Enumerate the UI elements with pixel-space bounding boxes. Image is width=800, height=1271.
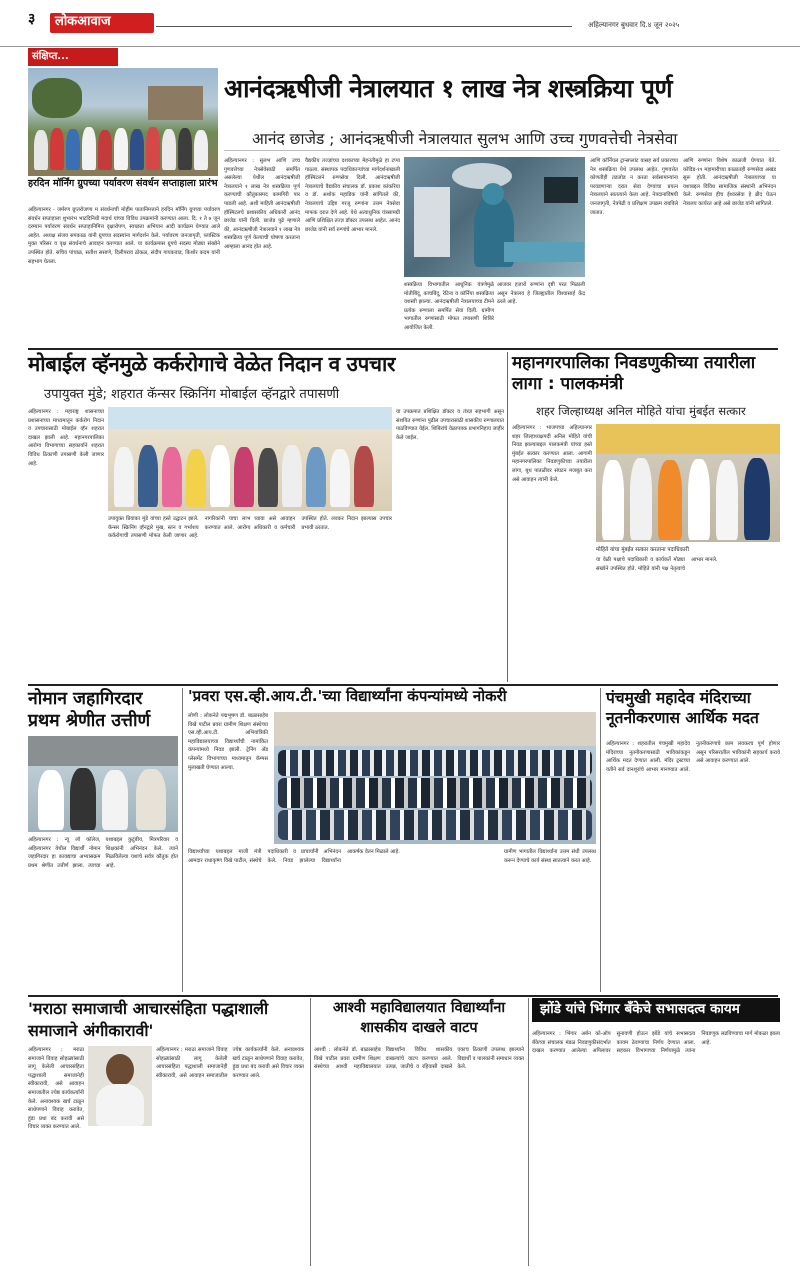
photo-structure bbox=[148, 86, 203, 120]
section-rule-1 bbox=[28, 348, 778, 350]
photo-backdrop bbox=[596, 424, 780, 454]
noman-photo bbox=[28, 736, 178, 832]
van-headline: मोबाईल व्हॅनमुळे कर्करोगाचे वेळेत निदान व उपचार bbox=[28, 352, 396, 376]
photo-person bbox=[210, 445, 230, 507]
section-rule-3 bbox=[28, 995, 778, 997]
lead-col-5: आणि रुग्णांना विशेष काळजी घेण्यात येते. कोविड-१९ महामारीच्या काळातही रुग्णसेवा अखंड सुरू होती. आनंदऋषीजी नेत्रालयाच्या या यशाबद्दल विविध सामाजिक संस्थांनी अभिनंदन केले. रुग्णसेवा हीच ईश्वरसेवा हे ब्रीद घेऊन नेत्रालय कार्यरत आहे असे छाजेड यांनी सांगितले. bbox=[683, 158, 776, 207]
masthead bbox=[0, 0, 800, 46]
maratha-body: अहिल्यानगर : मराठा समाजाने विवाह सोहळ्यांसाठी लागू केलेली आचारसंहिता पद्धाशाली समाजानेही स्वीकारावी, असे आवाहन समाजातील ज्येष्ठ कार्यकर्त्यांनी केले. अनावश्यक खर्च टाळून साधेपणाने विवाह करावेत, हुंडा प्रथा बंद करावी असे विचार व्यक्त करण्यात आले. bbox=[28, 1047, 84, 1131]
photo-person bbox=[82, 127, 96, 170]
photo-shelf bbox=[28, 736, 178, 766]
photo-person bbox=[136, 769, 166, 830]
lead-col-2: वैद्यकीय तज्ज्ञांच्या दशकाच्या मेहनतीमुळे हा टप्पा गाठला. संस्थापक पदाधिकाऱ्यांच्या मार्गदर्शनाखाली हॉस्पिटलने रुग्णसेवा दिली. आनंदऋषीजी नेत्रालयाचे वैद्यकीय संचालक डॉ. प्रकाश कांकरिया व डॉ. अशोक महाडिक यांनी सांगितले की, नेत्रालयाचे उद्दिष्ट गरजू रुग्णांना उत्तम नेत्रसेवा माफक दरात देणे आहे. येथे अत्याधुनिक यंत्रसामग्री आणि प्रशिक्षित तज्ज्ञ डॉक्टर उपलब्ध आहेत. आनंद छाजेड यांनी सर्व रुग्णांचे आभार मानले. bbox=[305, 158, 400, 233]
photo-crowd-row bbox=[278, 810, 592, 840]
ashvi-body: आश्वी : लोकनेते डॉ. बाळासाहेब विखे पाटील प्रवरा ग्रामीण शिक्षण संस्थेच्या आश्वी महाविद्यालयात विद्यार्थ्यांना विविध शासकीय दाखल्यांचे वाटप करण्यात आले. उत्पन्न, जातीचे व रहिवासी दाखले एकाच ठिकाणी उपलब्ध झाल्याने विद्यार्थी व पालकांनी समाधान व्यक्त केले. bbox=[314, 1047, 524, 1071]
pravara-body-mid: विद्यार्थ्यांच्या यशाबद्दल माजी मंत्री आमदार राधाकृष्ण विखे पाटील, संस्थेचे पदाधिकारी व प्राचार्यांनी अभिनंदन केले. निवड झालेल्या विद्यार्थ्यांना आकर्षक वेतन मिळाले आहे. bbox=[188, 849, 400, 864]
temple-divider bbox=[600, 688, 601, 992]
briefs-body: अहिल्यानगर - जर्मरण ग्रुप्तरोजण्य म संवर्धनाची मोहीम पातानिमत्ताने हरदिन मॉर्निंग ग्रुपच्या पर्यावरण संवर्धन सप्ताहाला शुभारंभ भाटदिनिधी मदार्थ यांच्या विविध उपक्रमांनी करण्यात आला. दि. १ ते ७ जून दरम्यान पर्यावरण संवर्धन सप्ताहानिमित्त वृक्षारोपण, स्वच्छता अभियान आदी कार्यक्रम घेण्यात आले आहेत. अध्यक्ष संजय सपकाळ यांनी ग्रुपच्या सदस्यांना मार्गदर्शन केले. पर्यावरण जनजागृती, प्लास्टिक मुक्त परिसर व वृक्ष संवर्धनाचे आवाहन करण्यात आले. या कार्यक्रमास ग्रुपचे सदस्य मोठ्या संख्येने उपस्थित होते. सचिव पांचाळ, सतीश ससाणे, दिलीपराव ठोकळ, संदीप गायकवाड, किशोर कदम यांनी सहभाग घेतला. bbox=[28, 207, 220, 265]
photo-person bbox=[354, 446, 374, 507]
photo-person bbox=[102, 770, 128, 830]
mnc-divider bbox=[507, 352, 508, 682]
photo-person bbox=[744, 458, 770, 540]
surgery-microscope bbox=[414, 187, 450, 257]
portrait-body bbox=[96, 1084, 144, 1126]
surgeon-head bbox=[482, 183, 504, 205]
van-deck: उपायुक्त मुंडे; शहरात कॅन्सर स्क्रिनिंग मोबाईल व्हॅनद्वारे तपासणी bbox=[44, 387, 340, 402]
maratha-headline: 'मराठा समाजाची आचारसंहिता पद्धाशाली समाजाने अंगीकारावी' bbox=[28, 999, 269, 1040]
masthead-bottom-rule bbox=[0, 46, 800, 47]
van-body-mid: उपायुक्त प्रियांका मुंडे यांच्या हस्ते उद्घाटन झाले. कॅन्सर स्क्रिनिंग व्हॅनद्वारे मुख, स्तन व गर्भाशय कर्करोगाची तपासणी मोफत केली जाणार आहे. नागरिकांनी याचा लाभ घ्यावा असे आवाहन करण्यात आले. आरोग्य अधिकारी व कर्मचारी उपस्थित होते. लवकर निदान झाल्यास उपचार प्रभावी ठरतात. bbox=[108, 516, 392, 540]
lead-deck: आनंद छाजेड ; आनंदऋषीजी नेत्रालयात सुलभ आणि उच्च गुणवत्तेची नेत्रसेवा bbox=[252, 130, 678, 148]
photo-person bbox=[114, 128, 128, 170]
photo-crowd-row bbox=[278, 778, 592, 808]
temple-headline: पंचमुखी महादेव मंदिराच्या नूतनीकरणास आर्थिक मदत bbox=[606, 689, 759, 727]
zhonde-body: अहिल्यानगर : भिंगार अर्बन को-ऑप बँकेच्या संचालक मंडळ निवडणुकीसंदर्भात दाखल करण्यात आलेल्या अपिलावर सुनावणी होऊन झोंडे यांचे सभासदत्व कायम ठेवण्याचा निर्णय देण्यात आला. सहकार विभागाच्या निर्णयामुळे त्यांना निवडणूक लढविण्याचा मार्ग मोकळा झाला आहे. bbox=[532, 1031, 780, 1055]
photo-person bbox=[114, 447, 134, 507]
page-number: ३ bbox=[28, 11, 36, 27]
pravara-headline: 'प्रवरा एस.व्ही.आय.टी.'च्या विद्यार्थ्यांना कंपन्यांमध्ये नोकरी bbox=[188, 687, 507, 705]
mnc-headline: महानगरपालिका निवडणुकीच्या तयारीला लागा : पालकमंत्री bbox=[512, 353, 756, 394]
lead-deck-rule bbox=[224, 150, 780, 151]
photo-crowd-row bbox=[278, 750, 592, 776]
photo-person bbox=[716, 460, 738, 540]
ashvi-divider bbox=[310, 998, 311, 1266]
photo-person bbox=[186, 449, 206, 507]
photo-person bbox=[282, 445, 302, 507]
photo-person bbox=[38, 770, 64, 830]
section-rule-2 bbox=[28, 684, 778, 686]
mnc-deck: शहर जिल्हाध्यक्ष अनिल मोहिते यांचा मुंबईत सत्कार bbox=[536, 404, 746, 418]
lead-col-3a: शस्त्रक्रिया विभागातील आधुनिक यंत्रणेमुळे मोतीबिंदू, काचबिंदू, रेटिना व कॉर्निया शस्त्रक्रिया यशस्वी झाल्या. आनंदऋषीजी नेत्रालयाच्या टीमने प्रत्येक रुग्णाला समर्पित सेवा दिली. ग्रामीण भागातील रुग्णांसाठी मोफत तपासणी शिबिरे आयोजित केली. bbox=[404, 282, 494, 331]
photo-person bbox=[194, 130, 208, 170]
dateline: अहिल्यानगर बुधवार दि.४ जून २०२५ bbox=[588, 21, 680, 29]
briefs-group-photo bbox=[28, 68, 218, 176]
briefs-label: संक्षिप्त... bbox=[32, 51, 69, 62]
pravara-body-left: लोणी : लोकनेते पद्मभूषण डॉ. बाळासाहेब विखे पाटील प्रवरा ग्रामीण शिक्षण संस्थेच्या एस.व्ही.आय.टी. अभियांत्रिकी महाविद्यालयाच्या विद्यार्थ्यांची नामांकित कंपन्यांमध्ये निवड झाली. ट्रेनिंग अँड प्लेसमेंट विभागाच्या माध्यमातून कॅम्पस मुलाखती घेण्यात आल्या. bbox=[188, 713, 268, 771]
briefs-label-bar bbox=[28, 48, 118, 66]
mnc-photo-caption: मोहिते यांचा मुंबईत सत्कार करताना पदाधिकारी bbox=[596, 547, 689, 553]
monitor bbox=[544, 177, 578, 203]
surgery-photo bbox=[404, 157, 585, 277]
brand-name: लोकआवाज bbox=[55, 14, 111, 29]
zhonde-headline: झोंडे यांचे भिंगार बँकेचे सभासदत्व कायम bbox=[540, 1001, 740, 1017]
photo-person bbox=[330, 449, 350, 507]
maratha-body-cont: अहिल्यानगर : मराठा समाजाने विवाह सोहळ्यांसाठी लागू केलेली आचारसंहिता पद्धाशाली समाजानेही स्वीकारावी, असे आवाहन समाजातील ज्येष्ठ कार्यकर्त्यांनी केले. अनावश्यक खर्च टाळून साधेपणाने विवाह करावेत, हुंडा प्रथा बंद करावी असे विचार व्यक्त करण्यात आले. bbox=[156, 1047, 304, 1079]
mnc-felicitation-photo bbox=[596, 424, 780, 542]
surgery-lamp bbox=[452, 163, 512, 189]
noman-body: अहिल्यानगर : न्यू लॉ कॉलेज, अहिल्यानगर येथील विद्यार्थी नोमान जहागिरदार हा कायद्याचा अभ्यासक्रम प्रथम श्रेणीत उत्तीर्ण झाला. त्याच्या यशाबद्दल कुटुंबीय, मित्रपरिवार व शिक्षकांनी अभिनंदन केले. त्याने मिळविलेल्या यशाचे सर्वत्र कौतुक होत आहे. bbox=[28, 837, 178, 869]
photo-person bbox=[138, 445, 158, 507]
zhonde-headline-bar bbox=[532, 998, 780, 1022]
photo-person bbox=[234, 447, 254, 507]
maratha-portrait bbox=[88, 1046, 152, 1126]
ashvi-headline: आश्वी महाविद्यालयात विद्यार्थ्यांना शासकीय दाखले वाटप bbox=[332, 1000, 506, 1036]
photo-person bbox=[162, 129, 176, 170]
van-body-left: अहिल्यानगर : महाराष्ट्र शासनाच्या प्रशासनाच्या माध्यमातून कर्करोग निदान व उपचारासाठी मोबाईल व्हॅन शहरात दाखल झाली आहे. महानगरपालिका आरोग्य विभागाच्या सहकार्याने शहरात विविध ठिकाणी तपासणी केली जाणार आहे. bbox=[28, 409, 104, 467]
briefs-headline: हरदिन मॉर्निंग ग्रुपच्या पर्यावरण संवर्धन सप्ताहाला प्रारंभ bbox=[28, 178, 218, 189]
photo-building bbox=[274, 712, 596, 746]
lead-col-3b: आजवर हजारो रुग्णांना दृष्टी परत मिळाली असून नेत्रालय हे जिल्ह्यातील विश्वासार्ह केंद्र ठरले आहे. bbox=[497, 282, 585, 306]
pravara-group-photo bbox=[274, 712, 596, 844]
lead-col-1: अहिल्यानगर : सुलभ आणि उच्च गुणवत्तेच्या नेत्रसेवेसाठी समर्पित असलेल्या येथील आनंदऋषीजी नेत्रालयाने १ लाख नेत्र शस्त्रक्रिया पूर्ण करण्याची कौतुकास्पद कामगिरी पार पाडली आहे. अशी माहिती आनंदऋषीजी हॉस्पिटलचे प्रशासकीय अधिकारी आनंद छाजेड यांनी दिली. छाजेड पुढे म्हणाले की, आनंदऋषीजी नेत्रालयाने १ लाख नेत्र शस्त्रक्रिया पूर्ण केल्याची घोषणा करताना आम्हाला आनंद होत आहे. bbox=[224, 158, 300, 250]
photo-person bbox=[630, 458, 652, 540]
photo-tree bbox=[32, 78, 82, 118]
photo-person bbox=[162, 447, 182, 507]
photo-person bbox=[306, 447, 326, 507]
portrait-head bbox=[106, 1054, 134, 1086]
temple-body: अहिल्यानगर : शहरातील पंचमुखी महादेव मंदिराच्या नूतनीकरणासाठी भाविकांकडून आर्थिक मदत देण्यात आली. मंदिर ट्रस्टच्या वतीने सर्व दानशूरांचे आभार मानण्यात आले. नूतनीकरणाचे काम लवकरच पूर्ण होणार असून परिसरातील भाविकांनी सहकार्य करावे असे आवाहन करण्यात आले. bbox=[606, 741, 780, 773]
photo-person bbox=[34, 130, 48, 170]
pravara-divider-left bbox=[182, 688, 183, 992]
photo-person bbox=[658, 460, 682, 540]
van-event-photo bbox=[108, 407, 392, 511]
briefs-box bbox=[28, 48, 220, 348]
noman-headline: नोमान जहागिरदार प्रथम श्रेणीत उत्तीर्ण bbox=[28, 689, 151, 731]
brand-logo bbox=[50, 13, 154, 33]
mnc-body-bottom: या वेळी पक्षाचे पदाधिकारी व कार्यकर्ते मोठ्या संख्येने उपस्थित होते. मोहिते यांनी पक्ष नेतृत्वाचे आभार मानले. bbox=[596, 557, 718, 572]
photo-person bbox=[130, 129, 144, 170]
pravara-body-right: ग्रामीण भागातील विद्यार्थ्यांना उत्तम संधी उपलब्ध करून देण्याचे कार्य संस्था सातत्याने करत आहे. bbox=[504, 849, 596, 864]
photo-person bbox=[688, 459, 710, 540]
photo-person bbox=[602, 460, 624, 540]
photo-person bbox=[258, 448, 278, 507]
patient-bed bbox=[504, 242, 584, 262]
lead-headline: आनंदऋषीजी नेत्रालयात १ लाख नेत्र शस्त्रक्रिया पूर्ण bbox=[224, 74, 673, 103]
zhonde-divider bbox=[528, 998, 529, 1266]
photo-person bbox=[178, 128, 192, 170]
photo-person bbox=[146, 127, 160, 170]
photo-person bbox=[66, 129, 80, 170]
photo-banner bbox=[108, 407, 392, 429]
van-body-right: या उपक्रमात प्रशिक्षित डॉक्टर व तंत्रज्ञ सहभागी असून संशयित रुग्णांना पुढील उपचारासाठी शासकीय रुग्णालयात पाठविण्यात येईल. शिबिरांचे वेळापत्रक प्रभागनिहाय जाहीर केले जाईल. bbox=[396, 409, 504, 441]
photo-person bbox=[50, 128, 64, 170]
lead-col-4: आणि कॉर्नियल ट्रान्सप्लांट यासह सर्व प्रकारच्या नेत्र शस्त्रक्रिया येथे उपलब्ध आहेत. गुणवत्तेत कोणतीही तडजोड न करता सर्वसामान्यांना परवडणाऱ्या दरात सेवा देण्याचा प्रयत्न नेत्रालयाने सातत्याने केला आहे. नेत्रदानाविषयी जनजागृती, नेत्रपेढी व प्रशिक्षण उपक्रम राबविले जातात. bbox=[590, 158, 678, 216]
photo-person bbox=[98, 130, 112, 170]
photo-person bbox=[70, 768, 96, 830]
mnc-body-top: अहिल्यानगर : भाजपच्या अहिल्यानगर शहर जिल्हाध्यक्षपदी अनिल मोहिते यांची निवड झाल्याबद्दल पालकमंत्री यांच्या हस्ते मुंबईत सत्कार करण्यात आला. आगामी महानगरपालिका निवडणुकीच्या तयारीला लागा, बूथ पातळीवर संघटन मजबूत करा असे आवाहन त्यांनी केले. bbox=[512, 425, 592, 483]
masthead-rule bbox=[156, 26, 572, 27]
